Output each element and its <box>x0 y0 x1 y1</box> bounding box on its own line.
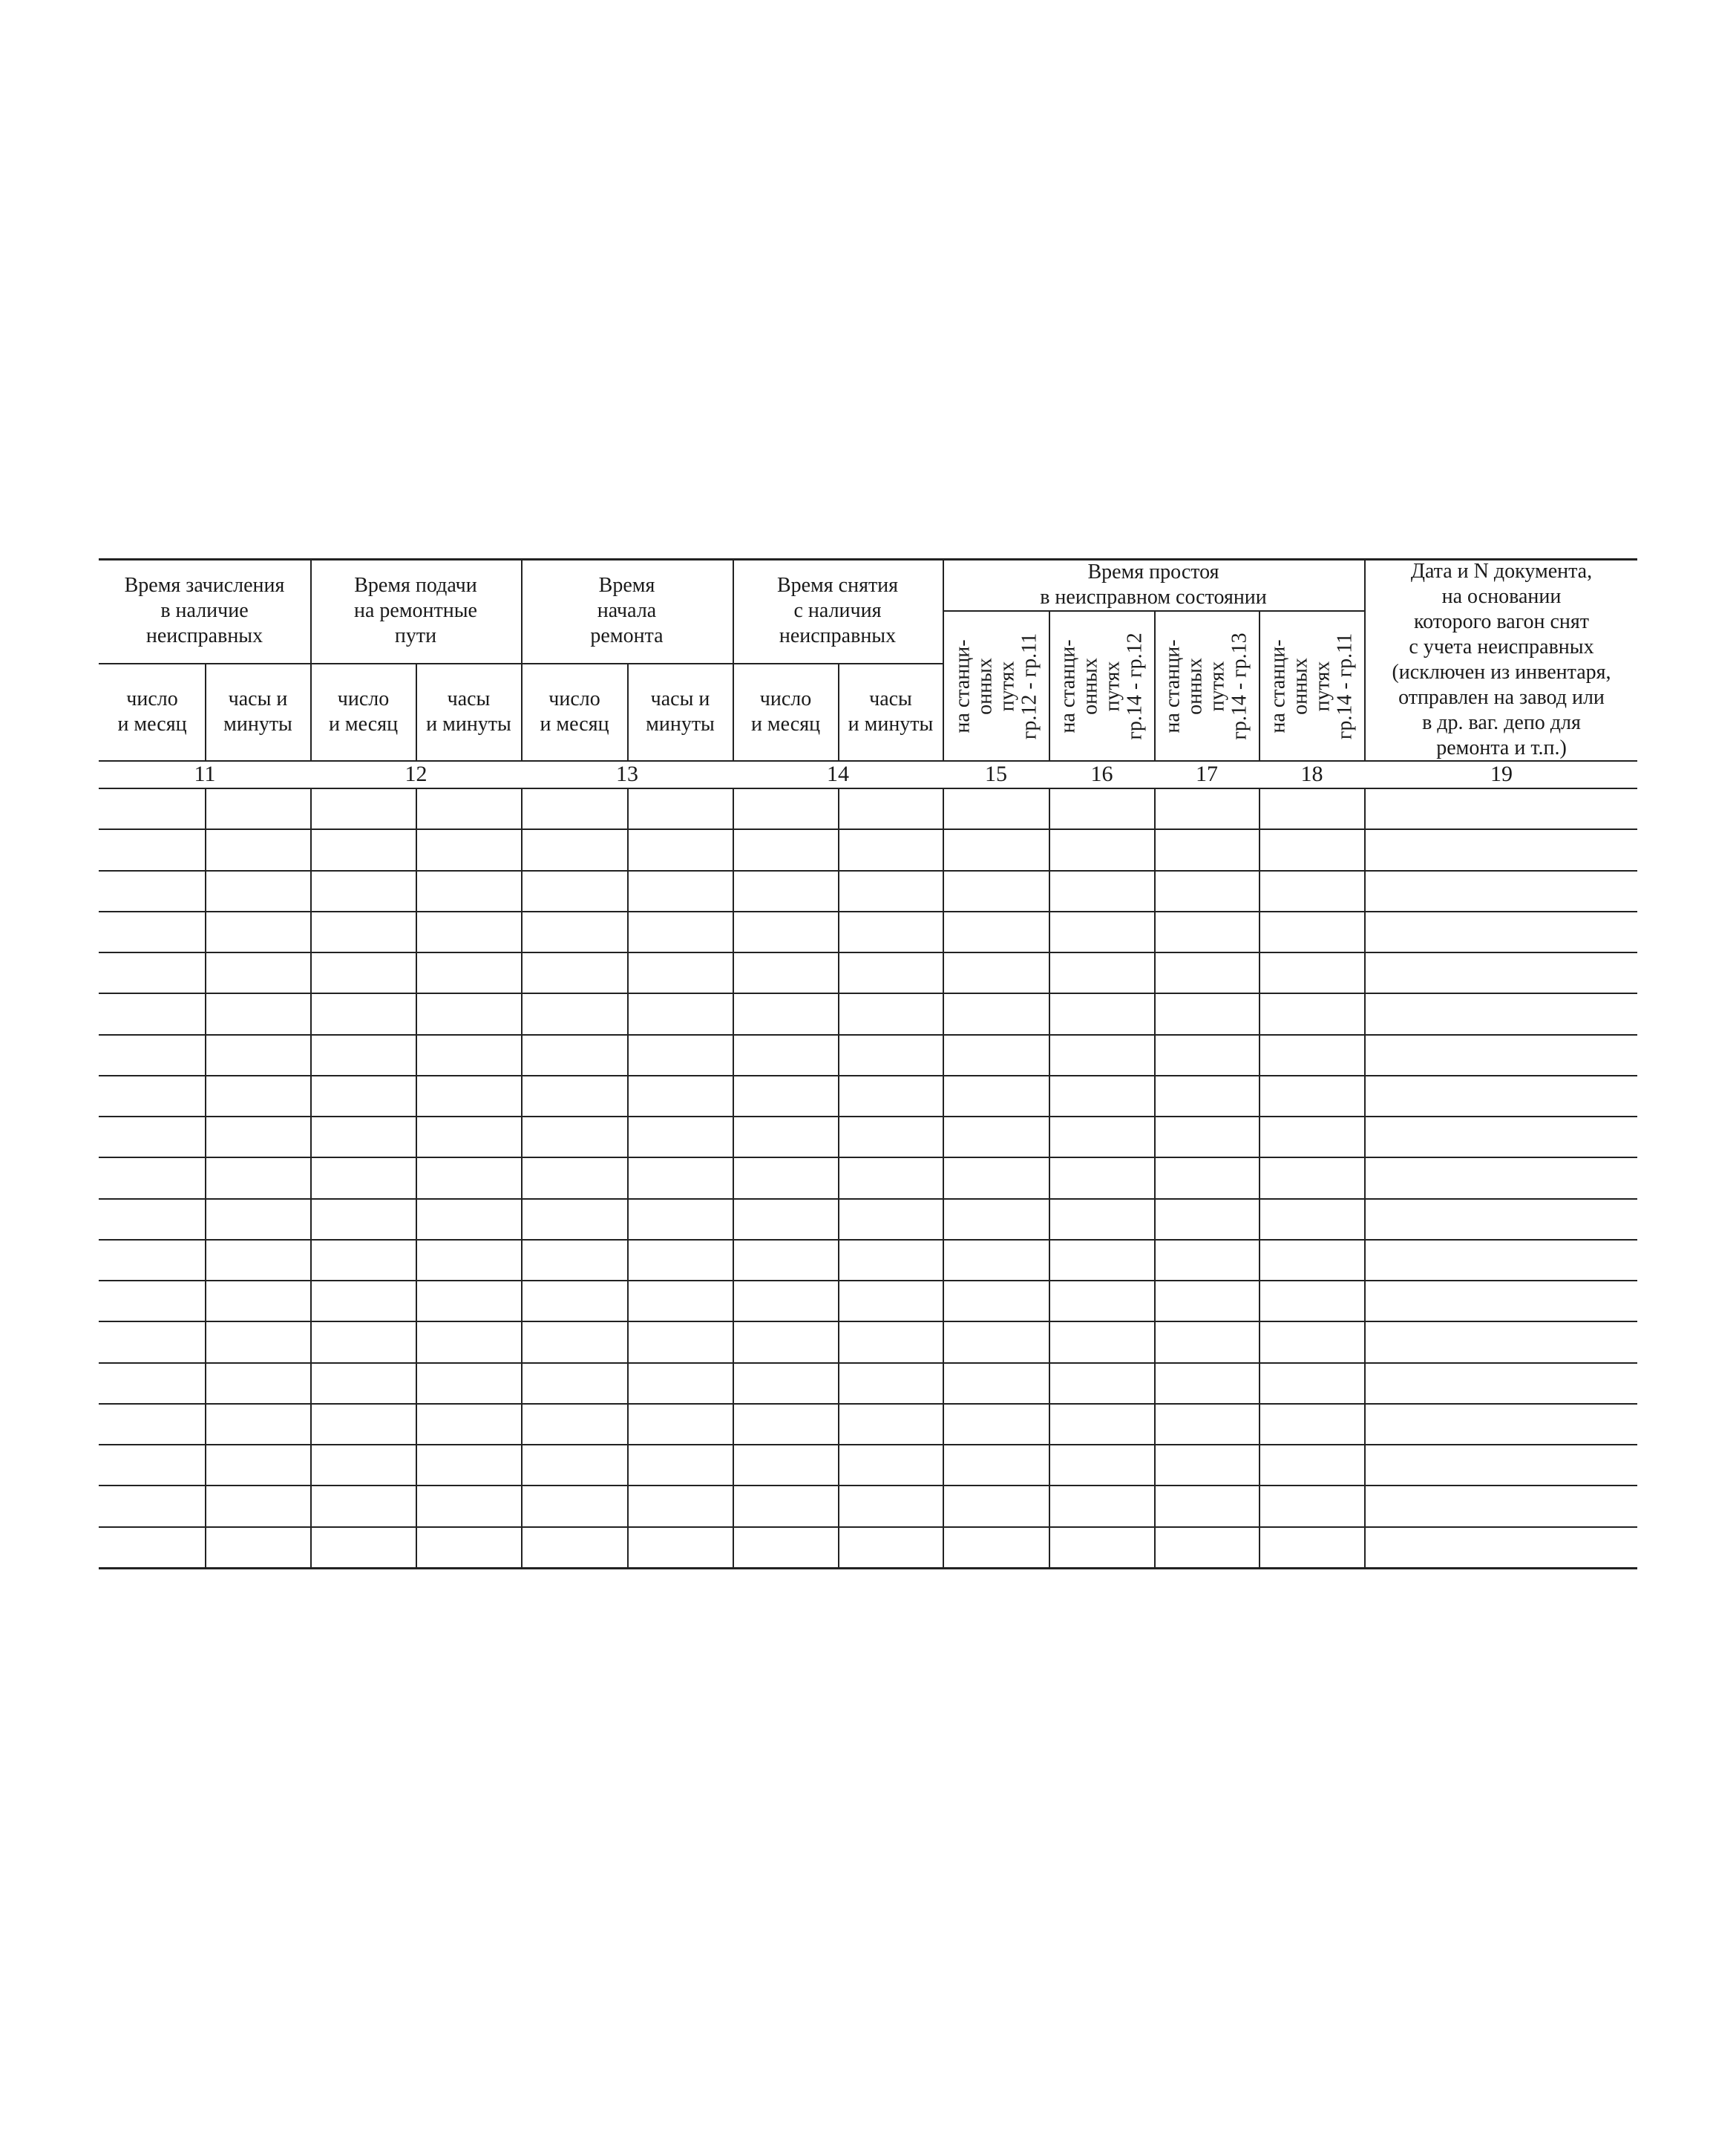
table-row <box>99 1116 1637 1117</box>
table-bottom-border <box>99 1567 1637 1569</box>
table-row <box>99 1157 1637 1158</box>
header-document-date-number: Дата и N документа, на основании которого вагон снят с учета неисправных (исключен из инвентаря, отправлен на завод или в др. ваг. депо для ремонта и т.п.) <box>1392 559 1611 759</box>
table-row <box>99 952 1637 953</box>
table-row <box>99 993 1637 994</box>
header-g12-delivery-time: Время подачи на ремонтные пути <box>353 574 477 647</box>
header-g13-repair-start-time: Время начала ремонта <box>590 574 664 647</box>
table-row <box>99 870 1637 872</box>
table-row <box>99 911 1637 912</box>
subheader-idle-15: на станци- онных путях гр.12 - гр.11 <box>951 633 1041 740</box>
body-column-divider <box>627 788 629 1567</box>
table-row <box>99 1362 1637 1364</box>
table-row <box>99 1321 1637 1322</box>
subheader-g11-time: часы и минуты <box>223 687 292 736</box>
subheader-idle-16: на станци- онных путях гр.14 - гр.12 <box>1056 633 1146 740</box>
body-column-divider <box>205 788 206 1567</box>
column-number-12: 12 <box>404 762 428 786</box>
table-row <box>99 1239 1637 1241</box>
subheader-g13-date: число и месяц <box>540 687 609 736</box>
table-row <box>99 1444 1637 1445</box>
table-row <box>99 1075 1637 1076</box>
header-g14-removal-time: Время снятия с наличия неисправных <box>776 574 899 647</box>
body-column-divider <box>1259 788 1260 1567</box>
column-number-15: 15 <box>985 762 1007 786</box>
column-number-11: 11 <box>194 762 216 786</box>
table-row <box>99 1403 1637 1405</box>
column-number-14: 14 <box>827 762 849 786</box>
body-column-divider <box>943 788 944 1567</box>
body-column-divider <box>310 788 312 1567</box>
header-idle-time: Время простоя в неисправном состоянии <box>1040 560 1267 609</box>
subheader-g13-time: часы и минуты <box>646 687 715 736</box>
table-row <box>99 828 1637 830</box>
body-column-divider <box>838 788 839 1567</box>
column-number-16: 16 <box>1090 762 1113 786</box>
subheader-g14-date: число и месяц <box>750 687 821 736</box>
table-row <box>99 1198 1637 1200</box>
body-column-divider <box>521 788 523 1567</box>
body-column-divider <box>1049 788 1050 1567</box>
body-column-divider <box>733 788 734 1567</box>
body-column-divider <box>1154 788 1156 1567</box>
column-number-17: 17 <box>1196 762 1218 786</box>
number-row-bottom-border <box>99 788 1637 789</box>
table-row <box>99 1526 1637 1528</box>
column-number-18: 18 <box>1300 762 1323 786</box>
subheader-g12-time: часы и минуты <box>426 687 511 736</box>
subheader-g12-date: число и месяц <box>328 687 399 736</box>
body-column-divider <box>416 788 417 1567</box>
table-row <box>99 1034 1637 1036</box>
column-number-13: 13 <box>616 762 638 786</box>
subheader-g11-date: число и месяц <box>117 687 187 736</box>
table-row <box>99 1280 1637 1281</box>
body-column-divider <box>1364 788 1366 1567</box>
table-row <box>99 1485 1637 1486</box>
subheader-idle-17: на станци- онных путях гр.14 - гр.13 <box>1161 633 1251 740</box>
subheader-idle-18: на станци- онных путях гр.14 - гр.11 <box>1266 633 1356 740</box>
header-g11-enrollment-time: Время зачисления в наличие неисправных <box>124 574 285 647</box>
subheader-g14-time: часы и минуты <box>848 687 934 736</box>
column-number-19: 19 <box>1490 762 1513 786</box>
